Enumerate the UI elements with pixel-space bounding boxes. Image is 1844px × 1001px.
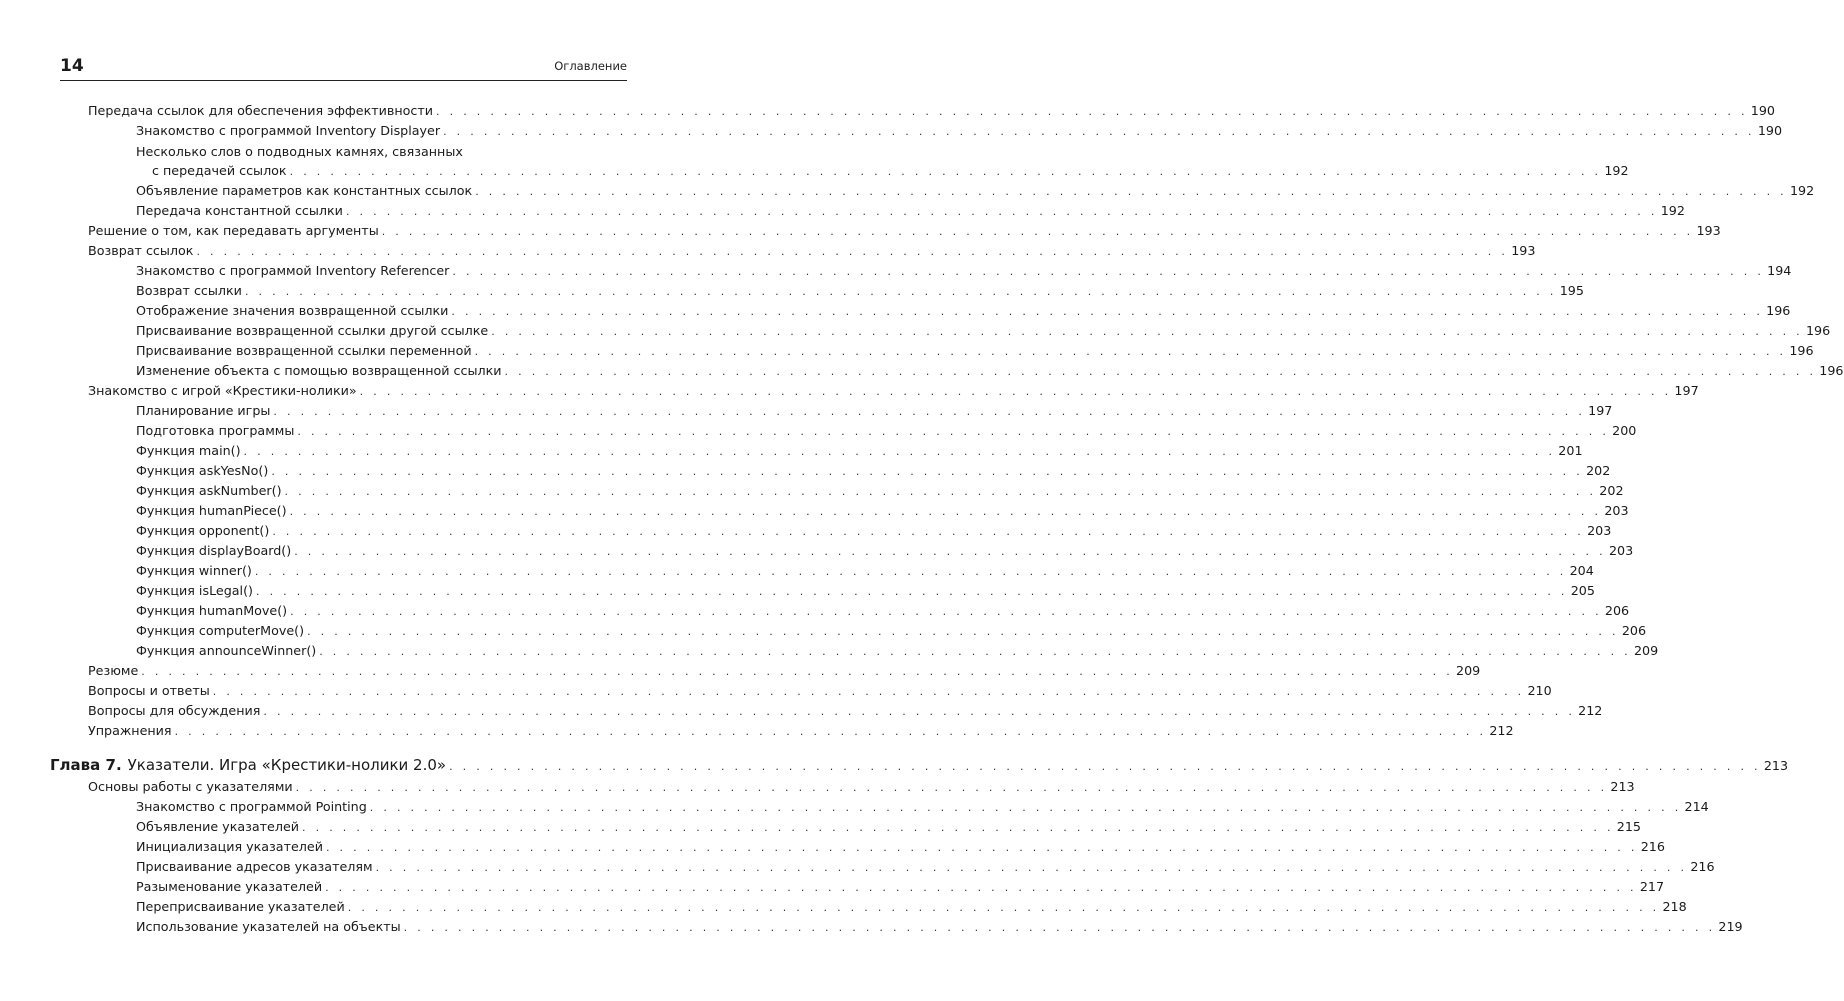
toc-entry-title: Планирование игры — [136, 403, 271, 418]
dot-leader: . . . . . . . . . . . . . . . . . . . . . . . . . . . . . . . . . . . . . . . . . . . . . . . . . . . . . . . . . . . . . . . . . . . . . . . . . . . . . . . . . . . . . . . . . . . . . . . . . — [319, 645, 1631, 658]
toc-entry[interactable] — [88, 222, 1721, 240]
toc-entry-title: Возврат ссылки — [136, 283, 242, 298]
toc-entry[interactable] — [88, 662, 1481, 680]
dot-leader: . . . . . . . . . . . . . . . . . . . . . . . . . . . . . . . . . . . . . . . . . . . . . . . . . . . . . . . . . . . . . . . . . . . . . . . . . . . . . . . . . . . . . . . . . . . . . . . . . — [452, 265, 1765, 278]
toc-entry-page: 216 — [1690, 859, 1715, 874]
toc-chapter-entry[interactable] — [50, 754, 1789, 776]
toc-entry-title: Знакомство с программой Inventory Displayer — [136, 123, 441, 138]
toc-entry-title: Присваивание адресов указателям — [136, 859, 373, 874]
toc-entry-title: Передача константной ссылки — [136, 203, 343, 218]
toc-entry[interactable] — [136, 122, 1783, 140]
toc-entry-title: Функция humanPiece() — [136, 503, 287, 518]
toc-entry[interactable] — [136, 622, 1647, 640]
toc-entry-page: 203 — [1608, 543, 1634, 558]
toc-entry[interactable] — [136, 402, 1613, 420]
toc-entry-page: 193 — [1511, 243, 1536, 258]
toc-entry[interactable] — [88, 682, 1552, 700]
dot-leader: . . . . . . . . . . . . . . . . . . . . . . . . . . . . . . . . . . . . . . . . . . . . . . . . . . . . . . . . . . . . . . . . . . . . . . . . . . . . . . . . . . . . . . . . . . . . . . . . . — [297, 425, 1610, 438]
dot-leader: . . . . . . . . . . . . . . . . . . . . . . . . . . . . . . . . . . . . . . . . . . . . . . . . . . . . . . . . . . . . . . . . . . . . . . . . . . . . . . . . . . . . . . . . . . . . . . . . . — [381, 225, 1694, 238]
toc-entry-page: 213 — [1610, 779, 1635, 794]
dot-leader: . . . . . . . . . . . . . . . . . . . . . . . . . . . . . . . . . . . . . . . . . . . . . . . . . . . . . . . . . . . . . . . . . . . . . . . . . . . . . . . . . . . . . . . . . . . . . . . . . — [375, 861, 1688, 874]
toc-entry[interactable] — [136, 878, 1665, 896]
toc-entry-title: Разыменование указателей — [136, 879, 323, 894]
toc-entry-title: Присваивание возвращенной ссылки другой ссылке — [136, 323, 489, 338]
toc-entry-title: Переприсваивание указателей — [136, 899, 345, 914]
toc-entry-page: 214 — [1684, 799, 1709, 814]
toc-entry-page: 218 — [1662, 899, 1687, 914]
toc-entry[interactable] — [136, 342, 1814, 360]
toc-entry-page: 209 — [1456, 663, 1481, 678]
toc-entry[interactable] — [136, 602, 1630, 620]
running-title: Оглавление — [554, 59, 627, 73]
toc-entry-title: Решение о том, как передавать аргументы — [88, 223, 379, 238]
dot-leader: . . . . . . . . . . . . . . . . . . . . . . . . . . . . . . . . . . . . . . . . . . . . . . . . . . . . . . . . . . . . . . . . . . . . . . . . . . . . . . . . . . . . . . . . . . . . . . . . . — [284, 485, 1597, 498]
dot-leader: . . . . . . . . . . . . . . . . . . . . . . . . . . . . . . . . . . . . . . . . . . . . . . . . . . . . . . . . . . . . . . . . . . . . . . . . . . . . . . . . . . . . . . . . . . . . . . . . . — [289, 505, 1602, 518]
dot-leader: . . . . . . . . . . . . . . . . . . . . . . . . . . . . . . . . . . . . . . . . . . . . . . . . . . . . . . . . . . . . . . . . . . . . . . . . . . . . . . . . . . . . . . . . . . . . . . . . . — [255, 585, 1568, 598]
dot-leader: . . . . . . . . . . . . . . . . . . . . . . . . . . . . . . . . . . . . . . . . . . . . . . . . . . . . . . . . . . . . . . . . . . . . . . . . . . . . . . . . . . . . . . . . . . . . . . . . . — [451, 305, 1764, 318]
dot-leader: . . . . . . . . . . . . . . . . . . . . . . . . . . . . . . . . . . . . . . . . . . . . . . . . . . . . . . . . . . . . . . . . . . . . . . . . . . . . . . . . . . . . . . . . . . . . . . . . . — [271, 465, 1584, 478]
toc-entry-title: Присваивание возвращенной ссылки переменной — [136, 343, 472, 358]
toc-entry-page: 213 — [1763, 758, 1789, 773]
toc-entry-page: 195 — [1559, 283, 1584, 298]
toc-entry-page: 202 — [1599, 483, 1624, 498]
toc-entry-title: Указатели. Игра «Крестики-нолики 2.0» — [127, 756, 447, 774]
dot-leader: . . . . . . . . . . . . . . . . . . . . . . . . . . . . . . . . . . . . . . . . . . . . . . . . . . . . . . . . . . . . . . . . . . . . . . . . . . . . . . . . . . . . . . . . . . . . . . . . . — [449, 760, 1761, 773]
toc-entry-title: Функция winner() — [136, 563, 252, 578]
dot-leader: . . . . . . . . . . . . . . . . . . . . . . . . . . . . . . . . . . . . . . . . . . . . . . . . . . . . . . . . . . . . . . . . . . . . . . . . . . . . . . . . . . . . . . . . . . . . . . . . . — [307, 625, 1619, 638]
toc-entry-page: 202 — [1586, 463, 1611, 478]
toc-entry[interactable] — [136, 282, 1584, 300]
toc-entry[interactable] — [136, 302, 1791, 320]
toc-entry-title: Функция main() — [136, 443, 241, 458]
toc-entry-page: 206 — [1604, 603, 1630, 618]
toc-entry-title: Объявление параметров как константных ссылок — [136, 183, 473, 198]
dot-leader: . . . . . . . . . . . . . . . . . . . . . . . . . . . . . . . . . . . . . . . . . . . . . . . . . . . . . . . . . . . . . . . . . . . . . . . . . . . . . . . . . . . . . . . . . . . . . . . . . — [174, 725, 1487, 738]
dot-leader: . . . . . . . . . . . . . . . . . . . . . . . . . . . . . . . . . . . . . . . . . . . . . . . . . . . . . . . . . . . . . . . . . . . . . . . . . . . . . . . . . . . . . . . . . . . . . . . . . — [295, 781, 1608, 794]
toc-entry-title: Использование указателей на объекты — [136, 919, 401, 934]
toc-entry-title: Вопросы для обсуждения — [88, 703, 261, 718]
page-header — [60, 56, 627, 81]
toc-entry-title: Передача ссылок для обеспечения эффективности — [88, 103, 434, 118]
toc-entry-title: Знакомство с программой Pointing — [136, 799, 367, 814]
toc-entry-page: 217 — [1639, 879, 1665, 894]
toc-entry[interactable] — [136, 642, 1659, 660]
toc-entry-title: Функция displayBoard() — [136, 543, 292, 558]
dot-leader: . . . . . . . . . . . . . . . . . . . . . . . . . . . . . . . . . . . . . . . . . . . . . . . . . . . . . . . . . . . . . . . . . . . . . . . . . . . . . . . . . . . . . . . . . . . . . . . . . — [141, 665, 1454, 678]
toc-entry-title: Подготовка программы — [136, 423, 295, 438]
toc-entry-title-line1[interactable]: Несколько слов о подводных камнях, связанных — [136, 144, 463, 159]
dot-leader: . . . . . . . . . . . . . . . . . . . . . . . . . . . . . . . . . . . . . . . . . . . . . . . . . . . . . . . . . . . . . . . . . . . . . . . . . . . . . . . . . . . . . . . . . . . . . . . . . — [212, 685, 1525, 698]
toc-entry[interactable] — [136, 442, 1583, 460]
page-number: 14 — [60, 56, 84, 76]
toc-entry-title: Функция announceWinner() — [136, 643, 317, 658]
dot-leader: . . . . . . . . . . . . . . . . . . . . . . . . . . . . . . . . . . . . . . . . . . . . . . . . . . . . . . . . . . . . . . . . . . . . . . . . . . . . . . . . . . . . . . . . . . . . . . . . . — [289, 165, 1602, 178]
toc-entry-page: 205 — [1570, 583, 1595, 598]
dot-leader: . . . . . . . . . . . . . . . . . . . . . . . . . . . . . . . . . . . . . . . . . . . . . . . . . . . . . . . . . . . . . . . . . . . . . . . . . . . . . . . . . . . . . . . . . . . . . . . . . — [491, 325, 1803, 338]
toc-entry-page: 190 — [1757, 123, 1783, 138]
toc-entry-page: 190 — [1750, 103, 1775, 118]
toc-entry-page: 206 — [1621, 623, 1647, 638]
toc-entry-page: 196 — [1789, 343, 1814, 358]
dot-leader: . . . . . . . . . . . . . . . . . . . . . . . . . . . . . . . . . . . . . . . . . . . . . . . . . . . . . . . . . . . . . . . . . . . . . . . . . . . . . . . . . . . . . . . . . . . . . . . . . — [436, 105, 1748, 118]
toc-entry[interactable] — [136, 818, 1641, 836]
chapter-label: Глава 7. — [50, 756, 122, 774]
toc-entry[interactable] — [88, 382, 1699, 400]
toc-entry-title: Резюме — [88, 663, 139, 678]
toc-entry[interactable] — [136, 522, 1612, 540]
dot-leader: . . . . . . . . . . . . . . . . . . . . . . . . . . . . . . . . . . . . . . . . . . . . . . . . . . . . . . . . . . . . . . . . . . . . . . . . . . . . . . . . . . . . . . . . . . . . . . . . . — [290, 605, 1602, 618]
toc-entry-title: Изменение объекта с помощью возвращенной ссылки — [136, 363, 502, 378]
toc-entry[interactable] — [88, 102, 1775, 120]
toc-entry-page: 196 — [1766, 303, 1791, 318]
toc-entry[interactable] — [136, 322, 1831, 340]
dot-leader: . . . . . . . . . . . . . . . . . . . . . . . . . . . . . . . . . . . . . . . . . . . . . . . . . . . . . . . . . . . . . . . . . . . . . . . . . . . . . . . . . . . . . . . . . . . . . . . . . — [475, 185, 1787, 198]
dot-leader: . . . . . . . . . . . . . . . . . . . . . . . . . . . . . . . . . . . . . . . . . . . . . . . . . . . . . . . . . . . . . . . . . . . . . . . . . . . . . . . . . . . . . . . . . . . . . . . . . — [369, 801, 1682, 814]
toc-entry[interactable] — [136, 362, 1844, 380]
toc-entry[interactable] — [136, 422, 1637, 440]
toc-entry[interactable] — [136, 182, 1815, 200]
dot-leader: . . . . . . . . . . . . . . . . . . . . . . . . . . . . . . . . . . . . . . . . . . . . . . . . . . . . . . . . . . . . . . . . . . . . . . . . . . . . . . . . . . . . . . . . . . . . . . . . . — [504, 365, 1817, 378]
toc-entry[interactable] — [136, 582, 1595, 600]
toc-entry-page: 192 — [1789, 183, 1815, 198]
toc-entry-title: с передачей ссылок — [152, 163, 287, 178]
toc-entry-page: 196 — [1805, 323, 1831, 338]
dot-leader: . . . . . . . . . . . . . . . . . . . . . . . . . . . . . . . . . . . . . . . . . . . . . . . . . . . . . . . . . . . . . . . . . . . . . . . . . . . . . . . . . . . . . . . . . . . . . . . . . — [325, 841, 1638, 854]
toc-entry-title: Возврат ссылок — [88, 243, 194, 258]
toc-entry-page: 196 — [1819, 363, 1844, 378]
toc-entry-page: 219 — [1718, 919, 1743, 934]
dot-leader: . . . . . . . . . . . . . . . . . . . . . . . . . . . . . . . . . . . . . . . . . . . . . . . . . . . . . . . . . . . . . . . . . . . . . . . . . . . . . . . . . . . . . . . . . . . . . . . . . — [244, 285, 1557, 298]
toc-entry-page: 212 — [1489, 723, 1514, 738]
toc-entry-title: Функция isLegal() — [136, 583, 253, 598]
toc-entry-page: 200 — [1612, 423, 1637, 438]
dot-leader: . . . . . . . . . . . . . . . . . . . . . . . . . . . . . . . . . . . . . . . . . . . . . . . . . . . . . . . . . . . . . . . . . . . . . . . . . . . . . . . . . . . . . . . . . . . . . . . . . — [272, 525, 1585, 538]
toc-entry[interactable] — [152, 162, 1629, 180]
dot-leader: . . . . . . . . . . . . . . . . . . . . . . . . . . . . . . . . . . . . . . . . . . . . . . . . . . . . . . . . . . . . . . . . . . . . . . . . . . . . . . . . . . . . . . . . . . . . . . . . . — [403, 921, 1716, 934]
toc-entry-page: 209 — [1633, 643, 1659, 658]
toc-entry-page: 194 — [1767, 263, 1792, 278]
toc-entry[interactable] — [136, 542, 1634, 560]
toc-entry-page: 203 — [1587, 523, 1612, 538]
toc-entry-page: 212 — [1578, 703, 1603, 718]
toc-entry[interactable] — [88, 702, 1603, 720]
toc-entry-page: 192 — [1604, 163, 1629, 178]
toc-entry-title: Знакомство с игрой «Крестики-нолики» — [88, 383, 357, 398]
toc-entry-title: Основы работы с указателями — [88, 779, 293, 794]
toc-entry[interactable] — [136, 898, 1687, 916]
toc-entry-title: Знакомство с программой Inventory Referencer — [136, 263, 450, 278]
toc-entry-title: Упражнения — [88, 723, 172, 738]
toc-entry[interactable] — [88, 722, 1514, 740]
toc-entry-page: 197 — [1588, 403, 1613, 418]
toc-entry-page: 192 — [1660, 203, 1685, 218]
toc-entry[interactable] — [88, 242, 1536, 260]
toc-entry[interactable] — [136, 462, 1611, 480]
toc-entry-title: Функция computerMove() — [136, 623, 305, 638]
toc-entry-title: Функция askYesNo() — [136, 463, 269, 478]
toc-entry[interactable] — [136, 262, 1792, 280]
toc-entry[interactable] — [136, 798, 1709, 816]
toc-entry[interactable] — [88, 778, 1635, 796]
dot-leader: . . . . . . . . . . . . . . . . . . . . . . . . . . . . . . . . . . . . . . . . . . . . . . . . . . . . . . . . . . . . . . . . . . . . . . . . . . . . . . . . . . . . . . . . . . . . . . . . . — [273, 405, 1586, 418]
toc-entry-page: 201 — [1558, 443, 1583, 458]
toc-entry-title: Инициализация указателей — [136, 839, 323, 854]
toc-entry-page: 204 — [1569, 563, 1594, 578]
toc-entry-title: Отображение значения возвращенной ссылки — [136, 303, 449, 318]
toc-entry-page: 203 — [1604, 503, 1629, 518]
dot-leader: . . . . . . . . . . . . . . . . . . . . . . . . . . . . . . . . . . . . . . . . . . . . . . . . . . . . . . . . . . . . . . . . . . . . . . . . . . . . . . . . . . . . . . . . . . . . . . . . . — [263, 705, 1576, 718]
toc-entry-title: Объявление указателей — [136, 819, 300, 834]
toc-entry[interactable] — [136, 562, 1594, 580]
toc-entry[interactable] — [136, 482, 1624, 500]
toc-entry[interactable] — [136, 502, 1629, 520]
toc-entry-title: Функция humanMove() — [136, 603, 288, 618]
dot-leader: . . . . . . . . . . . . . . . . . . . . . . . . . . . . . . . . . . . . . . . . . . . . . . . . . . . . . . . . . . . . . . . . . . . . . . . . . . . . . . . . . . . . . . . . . . . . . . . . . — [243, 445, 1556, 458]
toc-entry[interactable] — [136, 202, 1685, 220]
toc-entry-page: 210 — [1527, 683, 1552, 698]
dot-leader: . . . . . . . . . . . . . . . . . . . . . . . . . . . . . . . . . . . . . . . . . . . . . . . . . . . . . . . . . . . . . . . . . . . . . . . . . . . . . . . . . . . . . . . . . . . . . . . . . — [443, 125, 1755, 138]
toc-entry[interactable] — [136, 918, 1743, 936]
dot-leader: . . . . . . . . . . . . . . . . . . . . . . . . . . . . . . . . . . . . . . . . . . . . . . . . . . . . . . . . . . . . . . . . . . . . . . . . . . . . . . . . . . . . . . . . . . . . . . . . . — [294, 545, 1606, 558]
dot-leader: . . . . . . . . . . . . . . . . . . . . . . . . . . . . . . . . . . . . . . . . . . . . . . . . . . . . . . . . . . . . . . . . . . . . . . . . . . . . . . . . . . . . . . . . . . . . . . . . . — [345, 205, 1658, 218]
toc-entry[interactable] — [136, 858, 1715, 876]
dot-leader: . . . . . . . . . . . . . . . . . . . . . . . . . . . . . . . . . . . . . . . . . . . . . . . . . . . . . . . . . . . . . . . . . . . . . . . . . . . . . . . . . . . . . . . . . . . . . . . . . — [325, 881, 1637, 894]
dot-leader: . . . . . . . . . . . . . . . . . . . . . . . . . . . . . . . . . . . . . . . . . . . . . . . . . . . . . . . . . . . . . . . . . . . . . . . . . . . . . . . . . . . . . . . . . . . . . . . . . — [474, 345, 1787, 358]
toc-entry-title: Функция askNumber() — [136, 483, 282, 498]
toc-entry-page: 197 — [1674, 383, 1699, 398]
dot-leader: . . . . . . . . . . . . . . . . . . . . . . . . . . . . . . . . . . . . . . . . . . . . . . . . . . . . . . . . . . . . . . . . . . . . . . . . . . . . . . . . . . . . . . . . . . . . . . . . . — [302, 821, 1614, 834]
dot-leader: . . . . . . . . . . . . . . . . . . . . . . . . . . . . . . . . . . . . . . . . . . . . . . . . . . . . . . . . . . . . . . . . . . . . . . . . . . . . . . . . . . . . . . . . . . . . . . . . . — [359, 385, 1672, 398]
toc-entry-page: 193 — [1696, 223, 1721, 238]
toc-entry-title: Вопросы и ответы — [88, 683, 210, 698]
toc-entry-page: 216 — [1640, 839, 1665, 854]
dot-leader: . . . . . . . . . . . . . . . . . . . . . . . . . . . . . . . . . . . . . . . . . . . . . . . . . . . . . . . . . . . . . . . . . . . . . . . . . . . . . . . . . . . . . . . . . . . . . . . . . — [347, 901, 1660, 914]
dot-leader: . . . . . . . . . . . . . . . . . . . . . . . . . . . . . . . . . . . . . . . . . . . . . . . . . . . . . . . . . . . . . . . . . . . . . . . . . . . . . . . . . . . . . . . . . . . . . . . . . — [196, 245, 1509, 258]
toc-entry-title: Функция opponent() — [136, 523, 270, 538]
toc-entry-page: 215 — [1616, 819, 1641, 834]
toc-entry[interactable] — [136, 838, 1665, 856]
dot-leader: . . . . . . . . . . . . . . . . . . . . . . . . . . . . . . . . . . . . . . . . . . . . . . . . . . . . . . . . . . . . . . . . . . . . . . . . . . . . . . . . . . . . . . . . . . . . . . . . . — [254, 565, 1567, 578]
